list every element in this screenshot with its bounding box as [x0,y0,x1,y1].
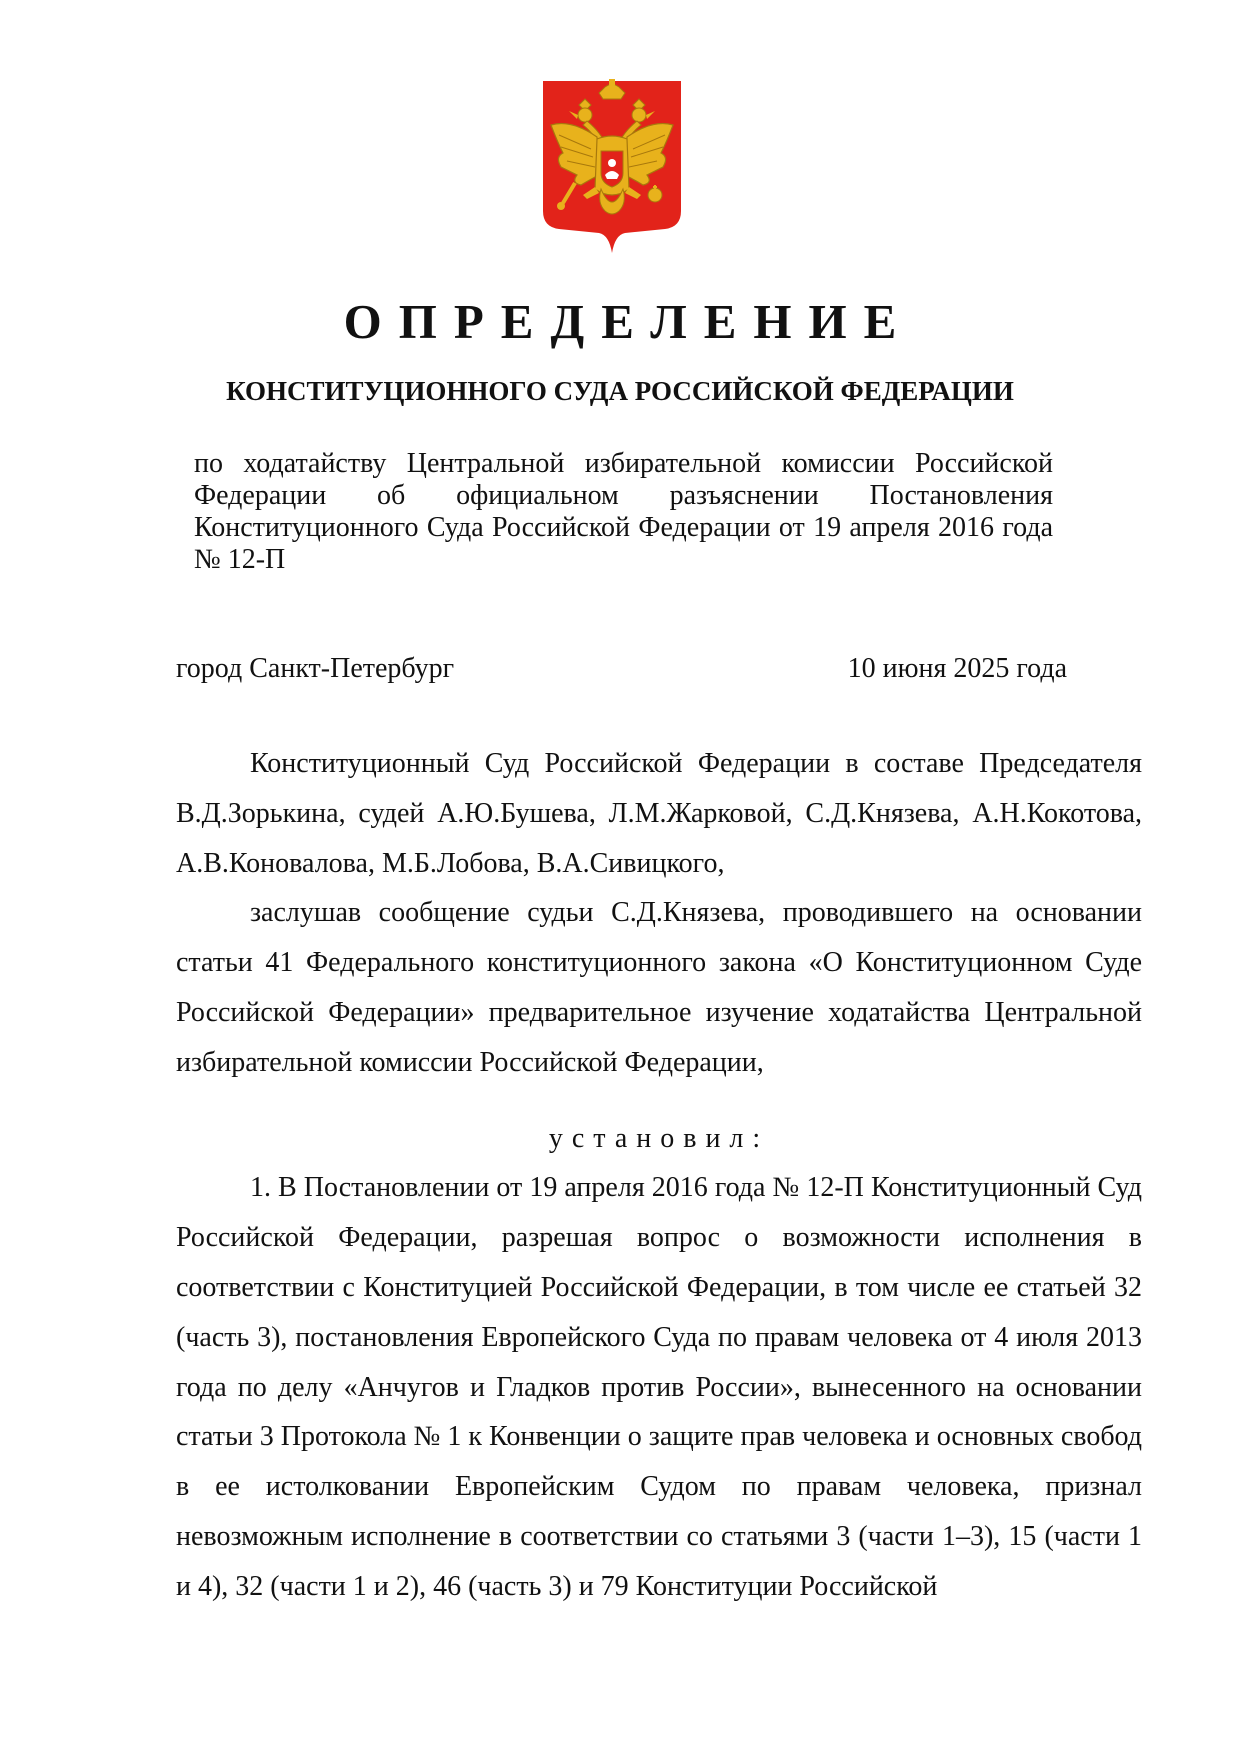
paragraph-point-1: 1. В Постановлении от 19 апреля 2016 года № 12-П Конституционный Суд Российской Федерации, разрешая вопрос о возможности исполнения в соответствии с Конституцией Российской Федерации, в том числе ее статьей 32 (часть 3), постановления Европейского Суда по правам человека от 4 июля 2013 года по делу «Анчугов и Гладков против России», вынесенного на основании статьи 3 Протокола № 1 к Конвенции о защите прав человека и основных свобод в ее истолковании Европейским Судом по правам человека, признал невозможным исполнение в соответствии со статьями 3 (части 1–3), 15 (части 1 и 4), 32 (части 1 и 2), 46 (часть 3) и 79 Конституции Российской [176,1172,1142,1602]
document-subject: по ходатайству Центральной избирательной комиссии Российской Федерации об официальном разъяснении Постановления Конституционного Суда Российской Федерации от 19 апреля 2016 года № 12-П [194,448,1053,575]
coat-of-arms-emblem [541,79,683,255]
document-place: город Санкт-Петербург [176,653,455,684]
section-heading: установил: [548,1122,770,1154]
paragraph-composition: Конституционный Суд Российской Федерации в составе Председателя В.Д.Зорькина, судей А.Ю.Бушева, Л.М.Жарковой, С.Д.Князева, А.Н.Кокотова, А.В.Коновалова, М.Б.Лобова, В.А.Сивицкого, [176,748,1142,879]
court-name: КОНСТИТУЦИОННОГО СУДА РОССИЙСКОЙ ФЕДЕРАЦИИ [226,376,1014,406]
paragraph-hearing: заслушав сообщение судьи С.Д.Князева, проводившего на основании статьи 41 Федерального конституционного закона «О Конституционном Суде Российской Федерации» предварительное изучение ходатайства Центральной избирательной комиссии Российской Федерации, [176,897,1142,1078]
document-title: ОПРЕДЕЛЕНИЕ [343,294,914,349]
document-date: 10 июня 2025 года [847,653,1067,684]
document-body [176,739,1142,1612]
